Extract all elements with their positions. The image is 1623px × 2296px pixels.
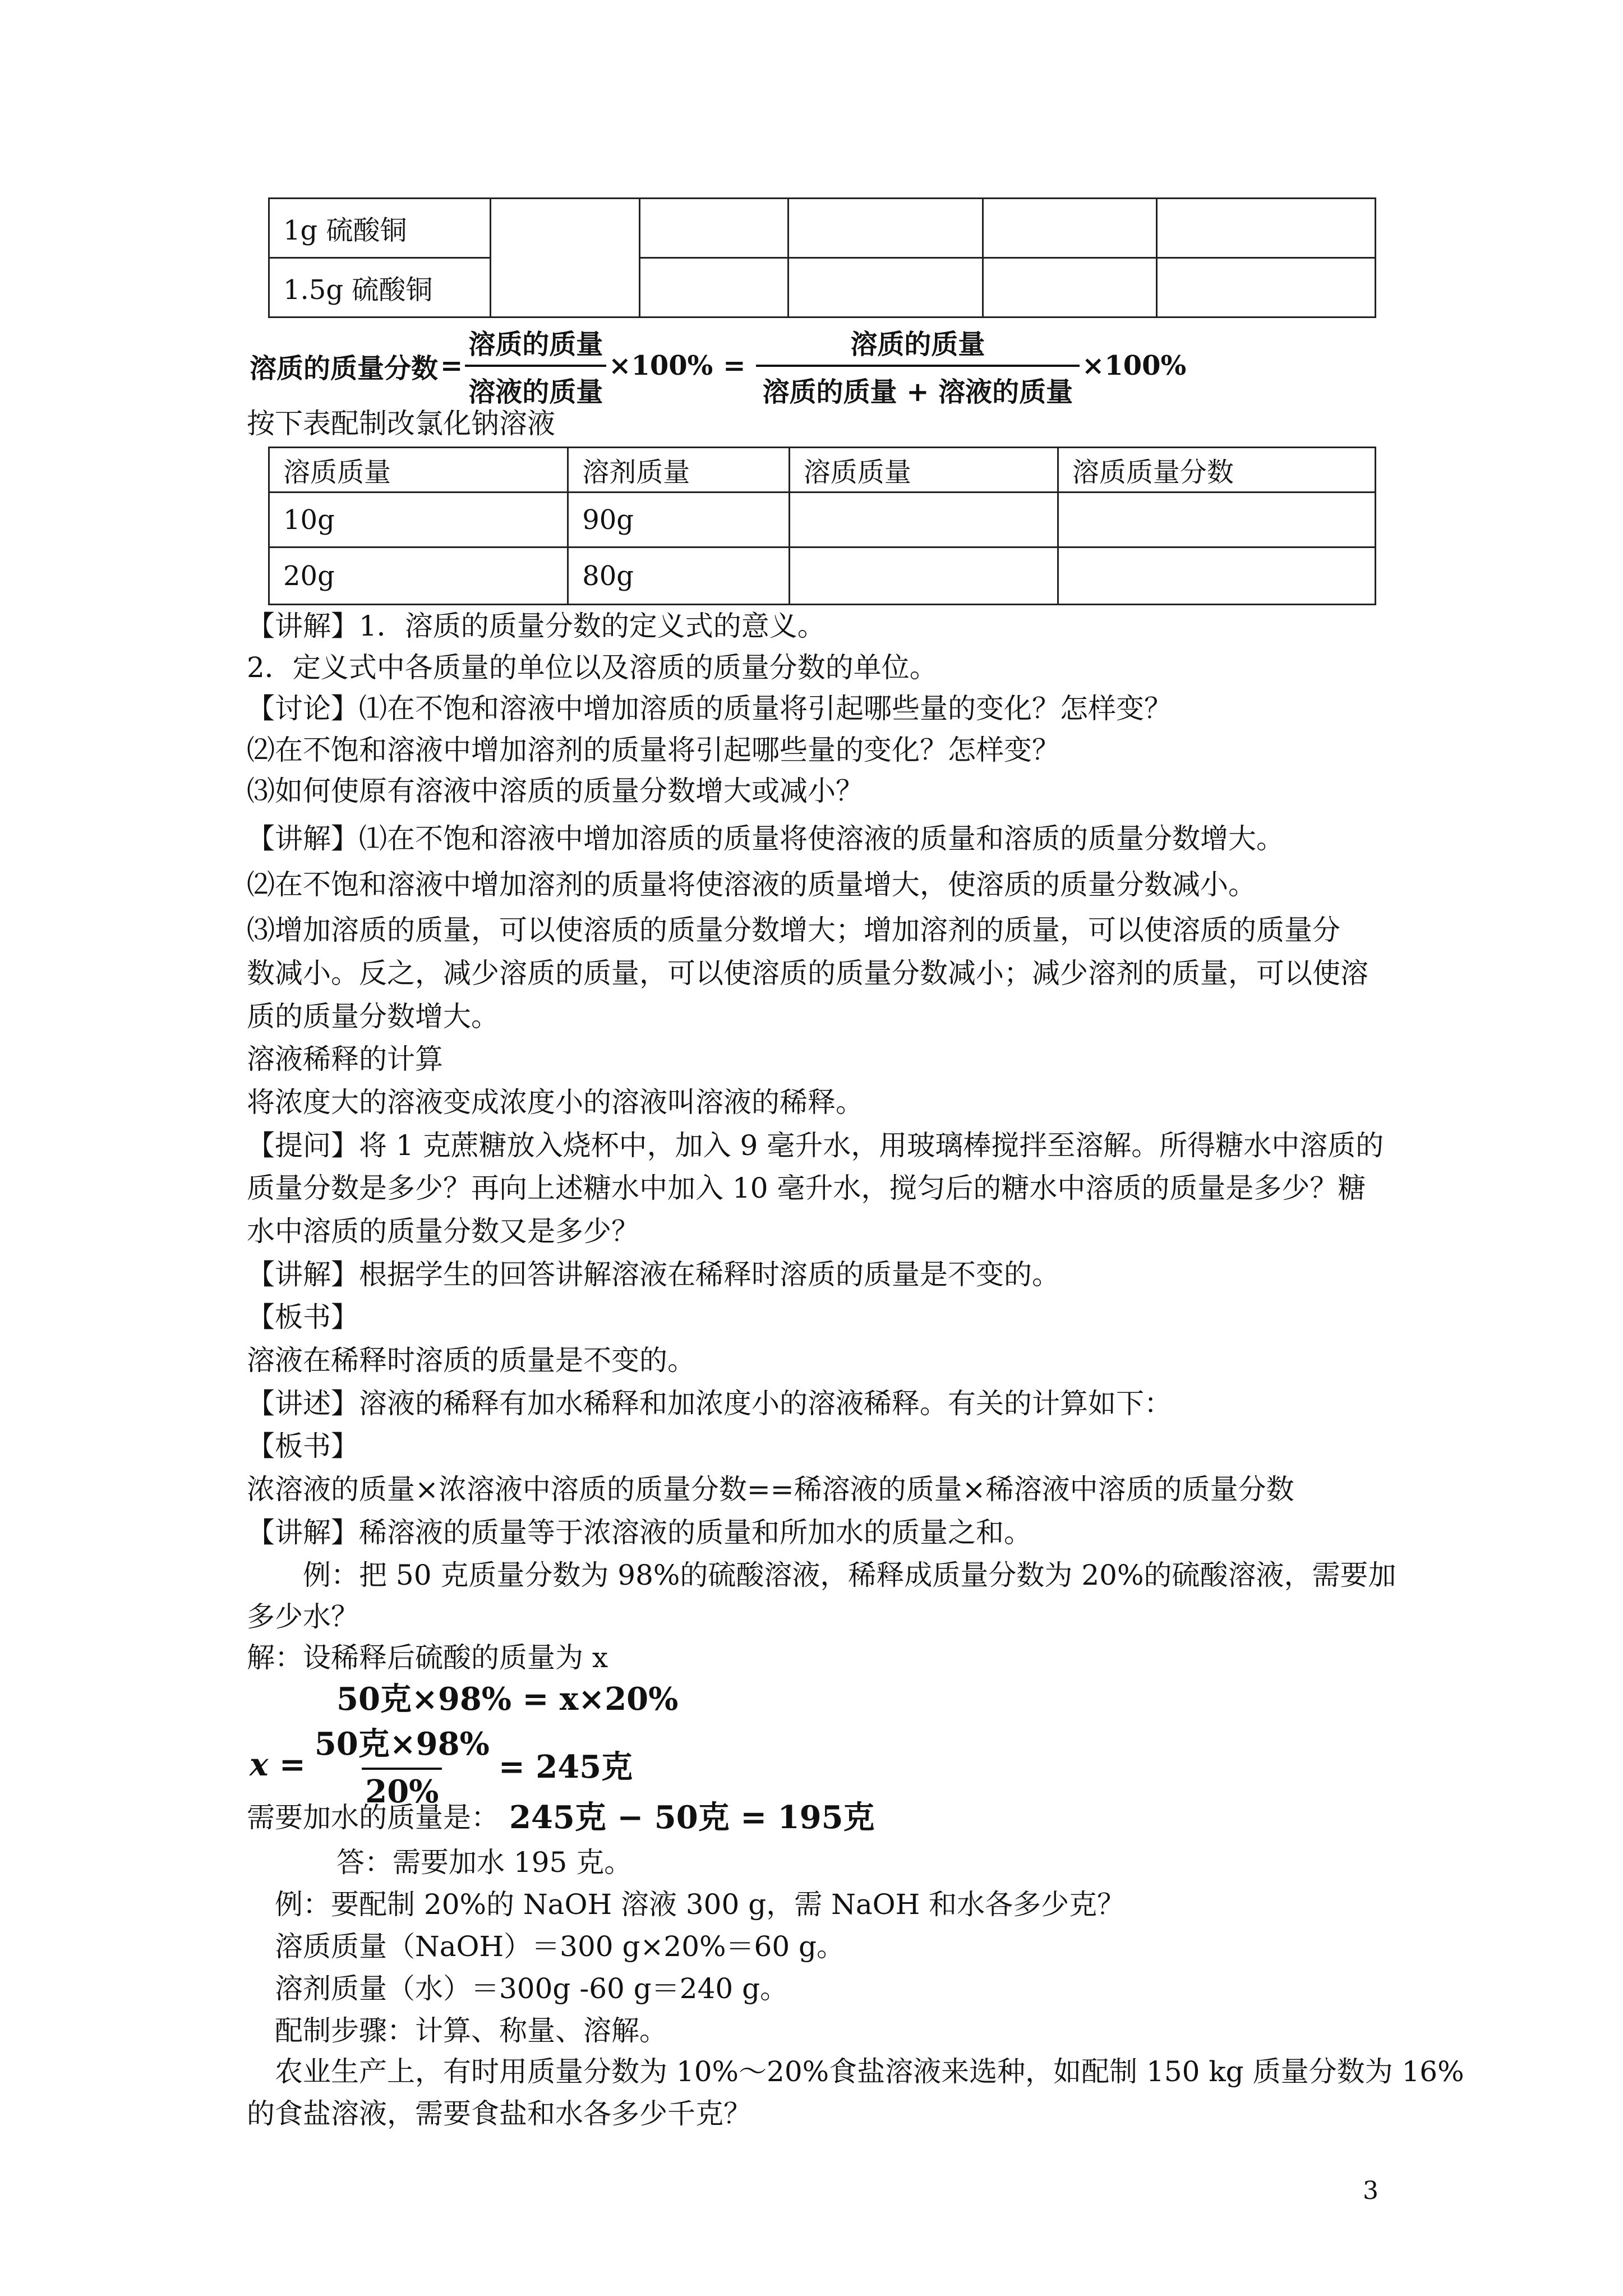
fraction-1: [465, 323, 606, 409]
table-cell: 80g: [568, 547, 789, 605]
text-line: 水中溶质的质量分数又是多少？: [247, 1215, 639, 1248]
table-cell: [788, 258, 983, 318]
table-cell: [789, 493, 1058, 547]
table-header: 溶质质量: [789, 448, 1058, 493]
table-row: [269, 258, 1376, 318]
formula-equals-2: =: [723, 350, 746, 381]
nacl-solution-table: [268, 447, 1376, 605]
equation-2-numerator: 50克×98%: [314, 1726, 490, 1763]
table-header: 溶剂质量: [568, 448, 789, 493]
copper-sulfate-table: [268, 197, 1376, 318]
table-cell: [788, 199, 983, 258]
table-header-row: [269, 448, 1376, 493]
table-cell: [1156, 199, 1375, 258]
answer-line: 答：需要加水 195 克。: [336, 1846, 633, 1879]
text-line: 【讨论】⑴在不饱和溶液中增加溶质的质量将引起哪些量的变化？怎样变？: [247, 692, 1172, 725]
table-cell: 1g 硫酸铜: [269, 199, 491, 258]
equation-2-fraction: [311, 1719, 493, 1810]
needed-water-label: 需要加水的质量是：: [247, 1801, 499, 1834]
needed-water-line: [247, 1801, 875, 1834]
text-line: 【讲解】1．溶质的质量分数的定义式的意义。: [247, 610, 826, 642]
table-cell: [490, 199, 640, 318]
page-number: 3: [1363, 2177, 1378, 2205]
text-line: 【讲解】稀溶液的质量等于浓溶液的质量和所加水的质量之和。: [247, 1516, 1032, 1549]
text-line: 溶质质量（NaOH）＝300 g×20%＝60 g。: [275, 1930, 845, 1963]
text-line: 数减小。反之，减少溶质的质量，可以使溶质的质量分数减小；减少溶剂的质量，可以使溶: [247, 957, 1368, 990]
text-line: 2．定义式中各质量的单位以及溶质的质量分数的单位。: [247, 651, 938, 684]
text-line: 质的质量分数增大。: [247, 1000, 499, 1033]
table2-caption: 按下表配制改氯化钠溶液: [247, 407, 555, 440]
text-line: 【讲解】根据学生的回答讲解溶液在稀释时溶质的质量是不变的。: [247, 1258, 1060, 1291]
text-line: ⑵在不饱和溶液中增加溶剂的质量将引起哪些量的变化？怎样变？: [247, 734, 1060, 766]
table-cell: [983, 199, 1157, 258]
table-row: [269, 199, 1376, 258]
text-line: 溶剂质量（水）＝300g -60 g＝240 g。: [275, 1972, 789, 2005]
formula-equals: =: [440, 350, 463, 381]
text-line: 【板书】: [247, 1301, 359, 1333]
fraction-2: [756, 323, 1080, 409]
table-row: [269, 547, 1376, 605]
table-cell: 10g: [269, 493, 568, 547]
equation-2-lhs: x =: [250, 1746, 306, 1783]
times-100-2: ×100%: [1082, 350, 1187, 381]
text-line: 【提问】将 1 克蔗糖放入烧杯中，加入 9 毫升水，用玻璃棒搅拌至溶解。所得糖水中溶质的: [247, 1129, 1384, 1162]
fraction-2-denominator: 溶质的质量 + 溶液的质量: [756, 365, 1080, 409]
text-line: ⑵在不饱和溶液中增加溶剂的质量将使溶液的质量增大，使溶质的质量分数减小。: [247, 868, 1256, 901]
text-line: 【板书】: [247, 1430, 359, 1462]
table-row: [269, 493, 1376, 547]
table-cell: [640, 199, 789, 258]
table-cell: 20g: [269, 547, 568, 605]
text-line: ⑶如何使原有溶液中溶质的质量分数增大或减小？: [247, 775, 864, 807]
table-cell: 90g: [568, 493, 789, 547]
table-cell: [983, 258, 1157, 318]
times-100-1: ×100%: [608, 350, 713, 381]
text-line: 【讲述】溶液的稀释有加水稀释和加浓度小的溶液稀释。有关的计算如下：: [247, 1387, 1172, 1420]
table-header: 溶质质量: [269, 448, 568, 493]
equation-2-denominator: 20%: [362, 1768, 442, 1810]
fraction-1-denominator: 溶液的质量: [465, 365, 606, 409]
text-line: 将浓度大的溶液变成浓度小的溶液叫溶液的稀释。: [247, 1086, 864, 1119]
text-line: 多少水？: [247, 1600, 359, 1633]
equation-2-rhs: = 245克: [498, 1749, 633, 1786]
text-line: 溶液在稀释时溶质的质量是不变的。: [247, 1344, 695, 1377]
table-header: 溶质质量分数: [1058, 448, 1375, 493]
fraction-1-numerator: 溶质的质量: [468, 329, 603, 360]
text-line: 解：设稀释后硫酸的质量为 x: [247, 1641, 608, 1674]
table-cell: [789, 547, 1058, 605]
table-cell: [1058, 493, 1375, 547]
table-cell: 1.5g 硫酸铜: [269, 258, 491, 318]
table-cell: [1156, 258, 1375, 318]
text-line: 质量分数是多少？再向上述糖水中加入 10 毫升水，搅匀后的糖水中溶质的质量是多少？糖: [247, 1172, 1366, 1204]
formula-lhs: 溶质的质量分数: [250, 352, 439, 384]
text-line: 配制步骤：计算、称量、溶解。: [275, 2014, 667, 2047]
fraction-2-numerator: 溶质的质量: [850, 329, 985, 360]
table-cell: [640, 258, 789, 318]
equation-3: 245克 − 50克 = 195克: [509, 1799, 875, 1836]
text-line: 浓溶液的质量×浓溶液中溶质的质量分数==稀溶液的质量×稀溶液中溶质的质量分数: [247, 1473, 1294, 1506]
text-line: 例：要配制 20%的 NaOH 溶液 300 g，需 NaOH 和水各多少克？: [275, 1888, 1126, 1921]
text-line: 【讲解】⑴在不饱和溶液中增加溶质的质量将使溶液的质量和溶质的质量分数增大。: [247, 822, 1284, 855]
section-heading: 溶液稀释的计算: [247, 1043, 443, 1075]
text-line: 农业生产上，有时用质量分数为 10%～20%食盐溶液来选种，如配制 150 kg 质量分数为 16%: [275, 2055, 1464, 2088]
mass-fraction-formula: [250, 323, 1186, 409]
equation-1: 50克×98% = x×20%: [336, 1681, 679, 1718]
table-cell: [1058, 547, 1375, 605]
text-line: 的食盐溶液，需要食盐和水各多少千克？: [247, 2097, 751, 2130]
text-line: ⑶增加溶质的质量，可以使溶质的质量分数增大；增加溶剂的质量，可以使溶质的质量分: [247, 914, 1340, 946]
equation-2: [250, 1719, 633, 1810]
text-line: 例：把 50 克质量分数为 98%的硫酸溶液，稀释成质量分数为 20%的硫酸溶液，需要加: [303, 1559, 1396, 1591]
